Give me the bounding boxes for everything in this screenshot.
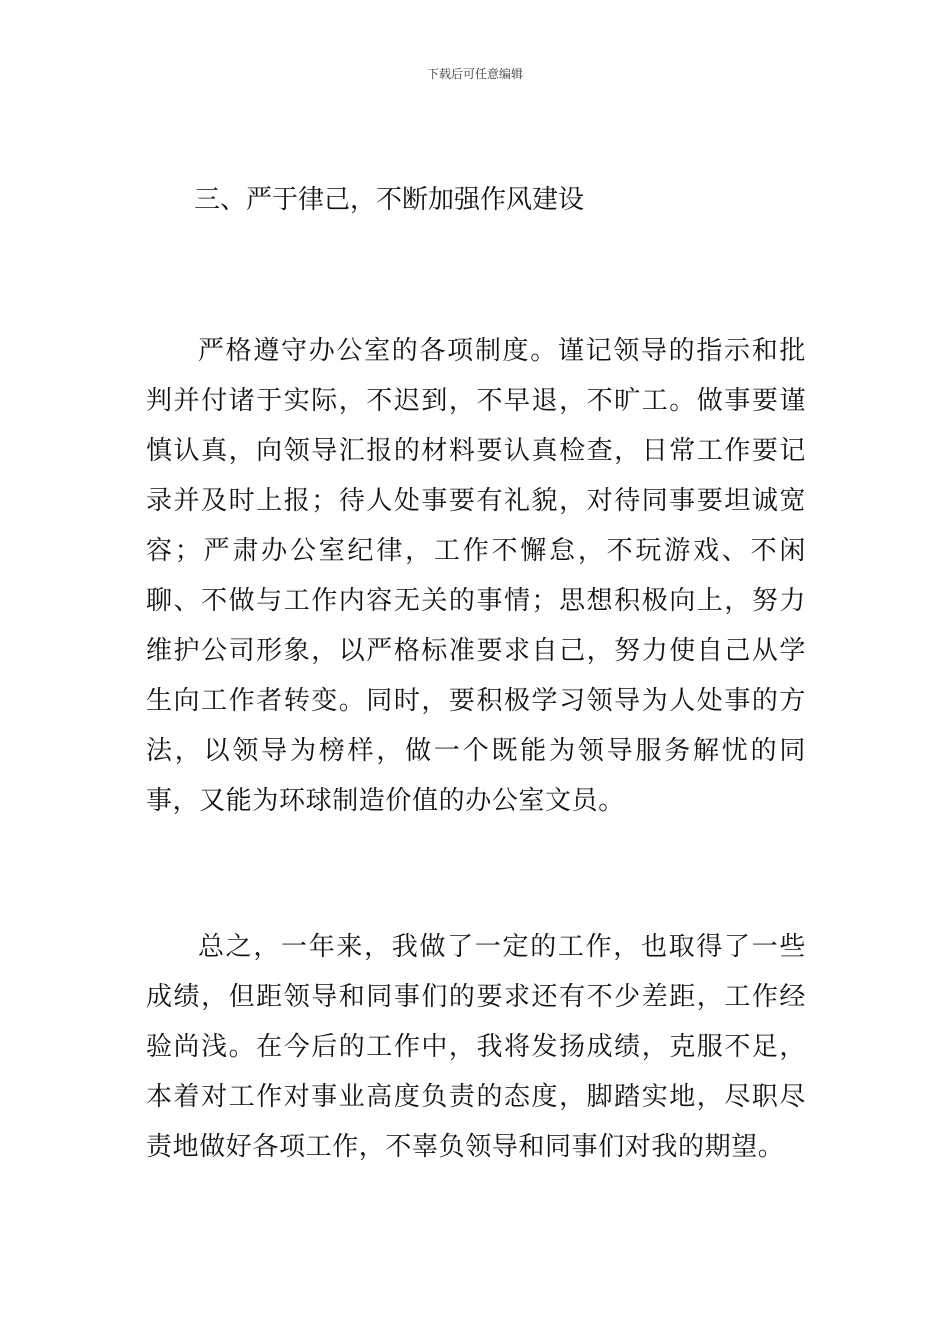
- body-paragraph-conduct: 严格遵守办公室的各项制度。谨记领导的指示和批判并付诸于实际，不迟到，不早退，不旷工。做事要谨慎认真，向领导汇报的材料要认真检查，日常工作要记录并及时上报；待人处事要有礼貌，对待同事要坦诚宽容；严肃办公室纪律，工作不懈怠，不玩游戏、不闲聊、不做与工作内容无关的事情；思想积极向上，努力维护公司形象，以严格标准要求自己，努力使自己从学生向工作者转变。同时，要积极学习领导为人处事的方法，以领导为榜样，做一个既能为领导服务解忧的同事，又能为环球制造价值的办公室文员。: [146, 336, 806, 816]
- body-paragraph-conclusion: 总之，一年来，我做了一定的工作，也取得了一些成绩，但距领导和同事们的要求还有不少差距，工作经验尚浅。在今后的工作中，我将发扬成绩，克服不足，本着对工作对事业高度负责的态度，脚踏实地，尽职尽责地做好各项工作，不辜负领导和同事们对我的期望。: [146, 932, 806, 1162]
- header-note: 下载后可任意编辑: [426, 67, 523, 81]
- section-heading: 三、严于律己，不断加强作风建设: [194, 185, 585, 215]
